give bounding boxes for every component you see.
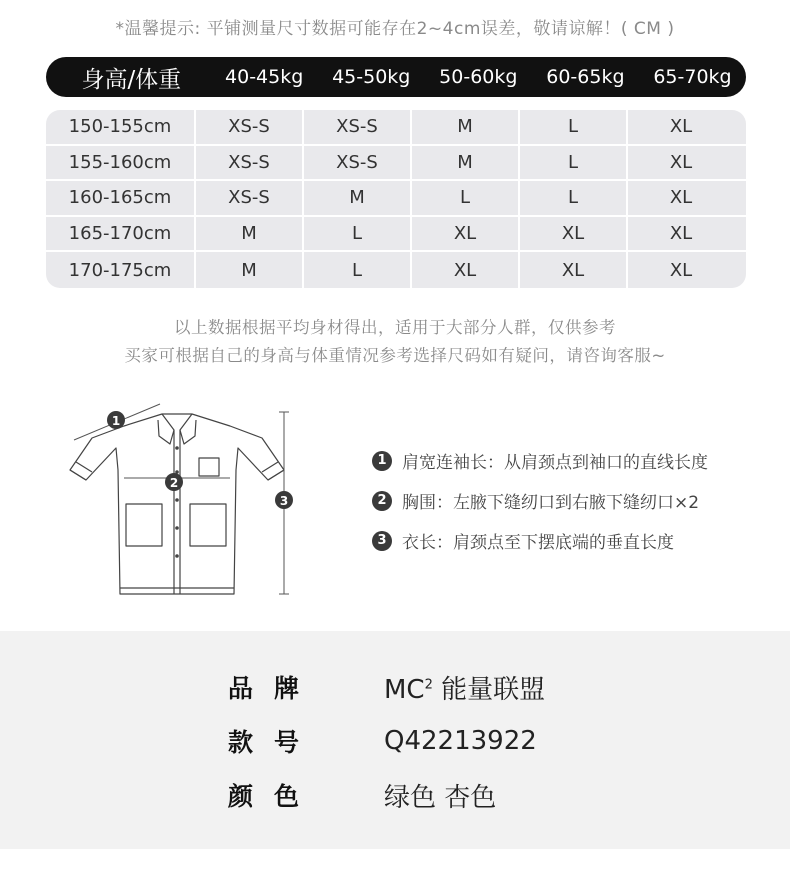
legend-item-sleeve — [372, 448, 752, 473]
size-cell: L — [302, 217, 410, 251]
height-weight-header: 身高/体重 — [81, 66, 182, 93]
measurement-notice: *温馨提示: 平铺测量尺寸数据可能存在2~4cm误差，敬请谅解！( CM ) — [115, 19, 675, 39]
brand-row — [0, 667, 790, 707]
product-info-section — [0, 631, 790, 849]
style-number-row — [0, 721, 790, 761]
legend-item-chest — [372, 488, 752, 513]
garment-diagram — [62, 400, 312, 605]
consult-note: 买家可根据自己的身高与体重情况参考选择尺码如有疑问，请咨询客服~ — [124, 346, 666, 365]
weight-col-header: 65-70kg — [653, 66, 732, 88]
size-cell: M — [194, 252, 302, 288]
table-row — [46, 181, 746, 217]
height-cell: 170-175cm — [68, 259, 172, 281]
size-cell: XS-S — [194, 181, 302, 215]
size-cell: L — [410, 181, 518, 215]
style-number-label: 款号 — [228, 728, 321, 757]
size-cell: L — [518, 146, 626, 180]
size-cell: XS-S — [302, 146, 410, 180]
size-cell: M — [410, 146, 518, 180]
size-table — [46, 110, 746, 288]
size-cell: M — [410, 110, 518, 144]
height-cell: 155-160cm — [68, 151, 172, 173]
legend-number-badge: 3 — [372, 531, 392, 551]
weight-col-header: 60-65kg — [546, 66, 625, 88]
style-number-value: Q42213922 — [384, 726, 537, 756]
table-row — [46, 110, 746, 146]
size-cell: L — [518, 110, 626, 144]
weight-col-header: 40-45kg — [225, 66, 304, 88]
marker-3 — [275, 491, 293, 509]
legend-text: 肩宽连袖长：从肩颈点到袖口的直线长度 — [402, 453, 708, 473]
size-cell: L — [518, 181, 626, 215]
size-cell: XL — [626, 110, 734, 144]
height-cell: 150-155cm — [68, 116, 172, 138]
table-row — [46, 146, 746, 182]
table-row — [46, 217, 746, 253]
marker-2 — [165, 473, 183, 491]
weight-col-header: 50-60kg — [439, 66, 518, 88]
color-label: 颜色 — [228, 782, 321, 811]
svg-text:1: 1 — [111, 414, 121, 428]
size-cell: XL — [626, 217, 734, 251]
table-row — [46, 252, 746, 288]
brand-label: 品牌 — [228, 674, 321, 703]
size-cell: M — [302, 181, 410, 215]
size-cell: L — [302, 252, 410, 288]
svg-text:2: 2 — [169, 476, 179, 490]
size-cell: XL — [626, 252, 734, 288]
legend-text: 胸围：左腋下缝纫口到右腋下缝纫口×2 — [402, 493, 700, 513]
legend-text: 衣长：肩颈点至下摆底端的垂直长度 — [402, 533, 674, 553]
height-cell: 160-165cm — [68, 187, 172, 209]
size-cell: XL — [518, 217, 626, 251]
size-cell: XL — [626, 146, 734, 180]
color-value: 绿色 杏色 — [384, 782, 497, 813]
size-cell: XL — [410, 217, 518, 251]
size-cell: XL — [518, 252, 626, 288]
reference-note: 以上数据根据平均身材得出，适用于大部分人群，仅供参考 — [174, 318, 616, 337]
color-row — [0, 775, 790, 815]
brand-value: $MC^2$ 能量联盟 — [384, 674, 546, 705]
size-cell: XS-S — [302, 110, 410, 144]
svg-text:3: 3 — [279, 494, 289, 508]
size-table-header — [46, 57, 746, 97]
size-cell: XS-S — [194, 110, 302, 144]
legend-number-badge: 1 — [372, 451, 392, 471]
size-cell: XL — [410, 252, 518, 288]
marker-1 — [107, 411, 125, 429]
size-cell: XS-S — [194, 146, 302, 180]
height-cell: 165-170cm — [68, 223, 172, 245]
size-cell: M — [194, 217, 302, 251]
size-cell: XL — [626, 181, 734, 215]
legend-number-badge: 2 — [372, 491, 392, 511]
weight-col-header: 45-50kg — [332, 66, 411, 88]
legend-item-length — [372, 528, 752, 553]
